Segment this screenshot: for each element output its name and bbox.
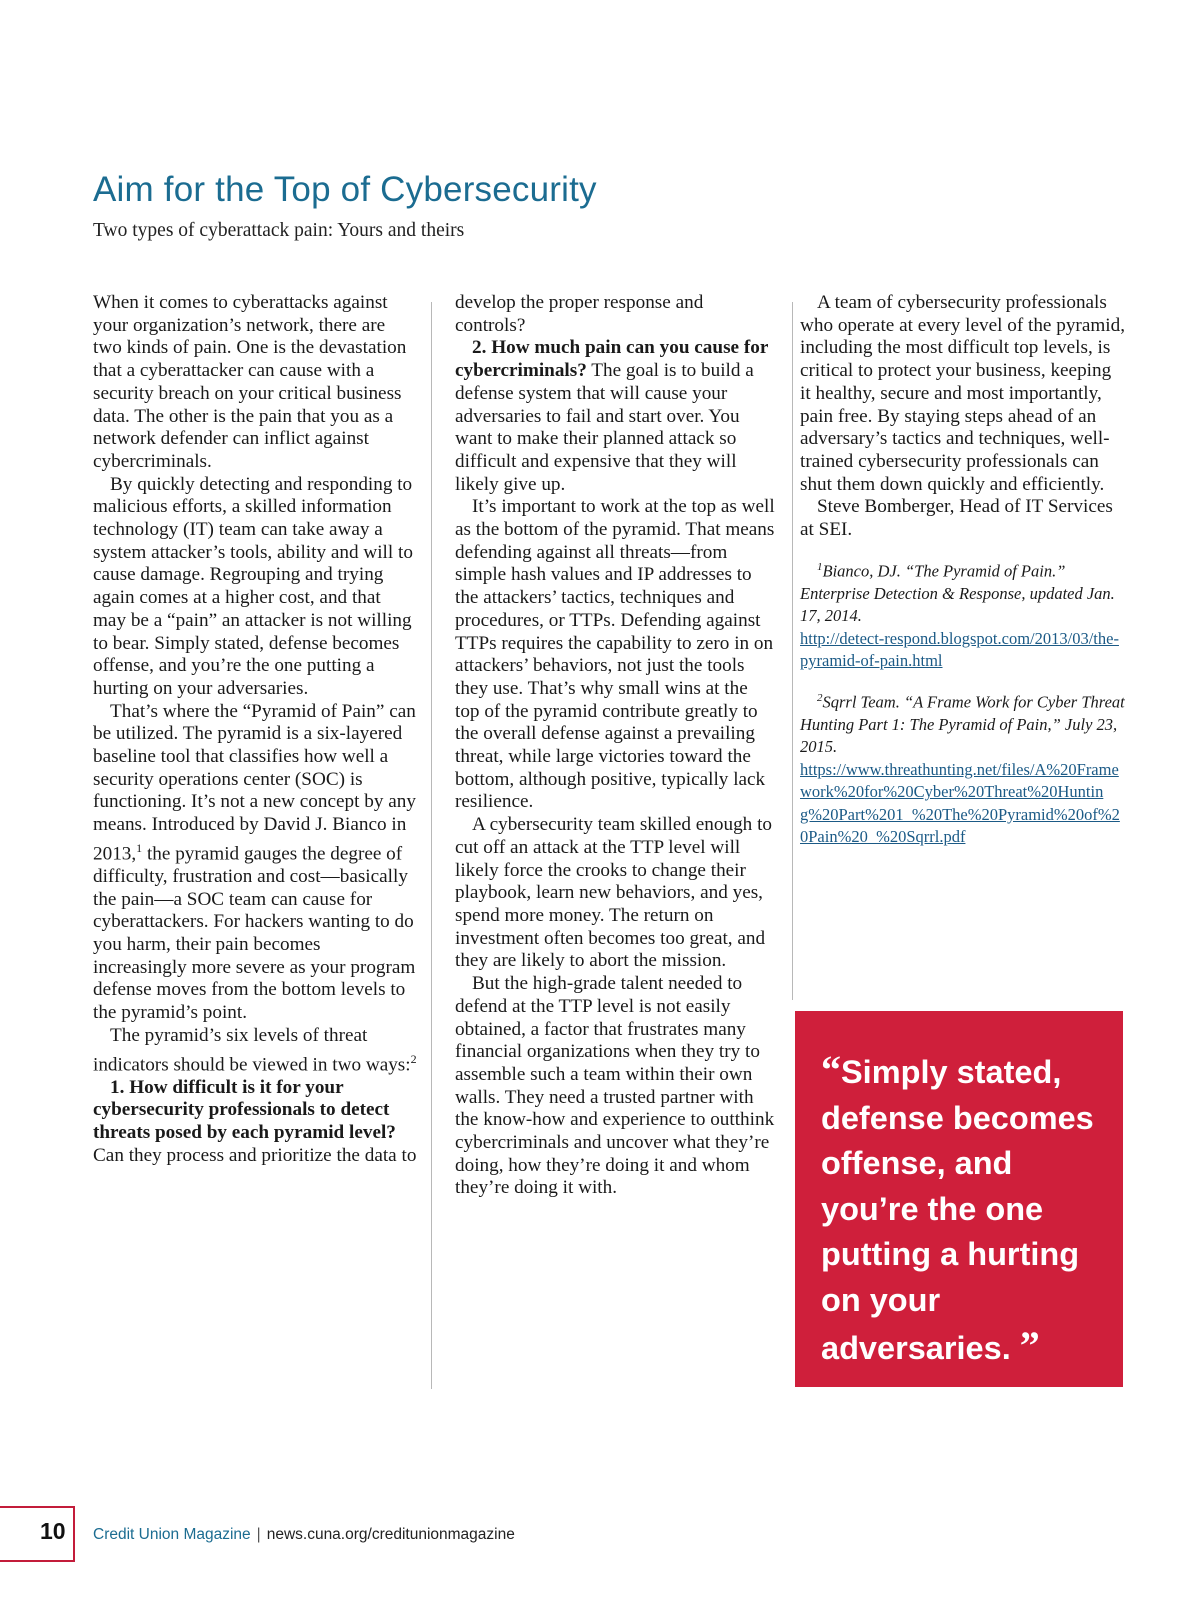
paragraph: 2. How much pain can you cause for cybercriminals? The goal is to build a defense system that will cause your adversaries to fail and start over. You want to make their planned attack so difficult and expensive that they will likely give up. xyxy=(455,337,769,495)
paragraph: But the high-grade talent needed to defend at the TTP level is not easily obtained, a factor that frustrates many financial organizations when they try to assemble such a team within their own walls. They need a trusted partner with the know-how and experience to outthink cybercriminals and uncover what they’re doing, how they’re doing it and whom they’re doing it with. xyxy=(455,973,775,1199)
magazine-url[interactable]: news.cuna.org/creditunionmagazine xyxy=(266,1526,515,1543)
pull-quote xyxy=(795,1011,1123,1387)
magazine-name: Credit Union Magazine xyxy=(93,1526,251,1543)
article-column-2 xyxy=(455,292,777,1200)
paragraph: That’s where the “Pyramid of Pain” can be utilized. The pyramid is a six-layered baseline tool that classifies how well a security operations center (SOC) is functioning. It’s not a new concept by any means. Introduced by David J. Bianco in 2013,$^1$ the pyramid gauges the degree of difficulty, frustration and cost—basically the pain—a SOC team can cause for cyberattackers. For hackers wanting to do you harm, their pain becomes increasingly more severe as your program defense moves from the bottom levels to the pyramid’s point. xyxy=(93,700,416,1024)
page-title: Aim for the Top of Cybersecurity xyxy=(93,170,597,209)
footnote-1-link[interactable]: http://detect-respond.blogspot.com/2013/03/the-pyramid-of-pain.html xyxy=(800,628,1119,671)
paragraph: A cybersecurity team skilled enough to cut off an attack at the TTP level will likely force the crooks to change their playbook, learn new behaviors, and yes, spend more money. The return on investment often becomes too great, and they are likely to abort the mission. xyxy=(455,814,772,972)
paragraph: A team of cybersecurity professionals who operate at every level of the pyramid, including the most difficult top levels, is critical to protect your business, keeping it healthy, secure and most importantly, pain free. By staying steps ahead of an adversary’s tactics and techniques, well-trained cybersecurity professionals can shut them down quickly and efficiently. xyxy=(800,292,1125,495)
article-column-1 xyxy=(93,292,418,1168)
author-credit: Steve Bomberger, Head of IT Services at SEI. xyxy=(800,496,1113,541)
footnote-ref-1: 1 xyxy=(136,840,143,855)
footnote-2: $^2$Sqrrl Team. “A Frame Work for Cyber Threat Hunting Part 1: The Pyramid of Pain,” July 23, 2015. https://www.threathunting.net/files/A%20Framework%20for%20Cyber%20Threat%20Hunting%20Part%201_%20The%20Pyramid%20of%20Pain%20_%20Sqrrl.pdf xyxy=(800,687,1125,849)
footnote-1: $^1$Bianco, DJ. “The Pyramid of Pain.” Enterprise Detection & Response, updated Jan. 17, 2014. http://detect-respond.blogspot.com/2013/03/the-pyramid-of-pain.html xyxy=(800,556,1125,673)
page-subtitle: Two types of cyberattack pain: Yours and theirs xyxy=(93,220,465,241)
paragraph: When it comes to cyberattacks against your organization’s network, there are two kinds of pain. One is the devastation that a cyberattacker can cause with a security breach on your critical business data. The other is the pain that you as a network defender can inflict against cybercriminals. xyxy=(93,292,407,472)
footnote-ref-2: 2 xyxy=(410,1051,417,1066)
close-quote-mark: ” xyxy=(1019,1323,1040,1368)
paragraph: By quickly detecting and responding to malicious efforts, a skilled information technology (IT) team can take away a system attacker’s tools, ability and will to cause damage. Regrouping and trying again comes at a higher cost, and that may be a “pain” an attacker is not willing to bear. Simply stated, defense becomes offense, and you’re the one putting a hurting on your adversaries. xyxy=(93,473,413,699)
column-divider xyxy=(792,302,793,1000)
open-quote-mark: “ xyxy=(821,1047,841,1092)
question-1: 1. How difficult is it for your cybersecurity professionals to detect threats posed by each pyramid level? xyxy=(93,1076,396,1144)
paragraph: The pyramid’s six levels of threat indicators should be viewed in two ways:$^2$ xyxy=(93,1024,417,1075)
page-number: 10 xyxy=(40,1518,66,1544)
pull-quote-text: Simply stated, defense becomes offense, and you’re the one putting a hurting on your adversaries. xyxy=(821,1054,1094,1366)
paragraph: 1. How difficult is it for your cybersecurity professionals to detect threats posed by each pyramid level? Can they process and prioritize the data to xyxy=(93,1076,417,1166)
paragraph: develop the proper response and controls? xyxy=(455,292,704,336)
article-column-3 xyxy=(800,292,1125,849)
page-footer xyxy=(93,1526,515,1544)
footer-separator: | xyxy=(256,1526,261,1543)
question-2: 2. How much pain can you cause for cybercriminals? xyxy=(455,337,769,382)
footnote-2-link[interactable]: https://www.threathunting.net/files/A%20Framework%20for%20Cyber%20Threat%20Hunting%20Part%201_%20The%20Pyramid%20of%20Pain%20_%20Sqrrl.pdf xyxy=(800,759,1120,847)
column-divider xyxy=(431,302,432,1389)
paragraph: It’s important to work at the top as well as the bottom of the pyramid. That means defending against all threats—from simple hash values and IP addresses to the attackers’ tactics, techniques and procedures, or TTPs. Defending against TTPs requires the capability to zero in on attackers’ behaviors, not just the tools they use. That’s why small wins at the top of the pyramid contribute greatly to the overall defense against a prevailing threat, while large victories toward the bottom, although positive, typically lack resilience. xyxy=(455,496,775,813)
